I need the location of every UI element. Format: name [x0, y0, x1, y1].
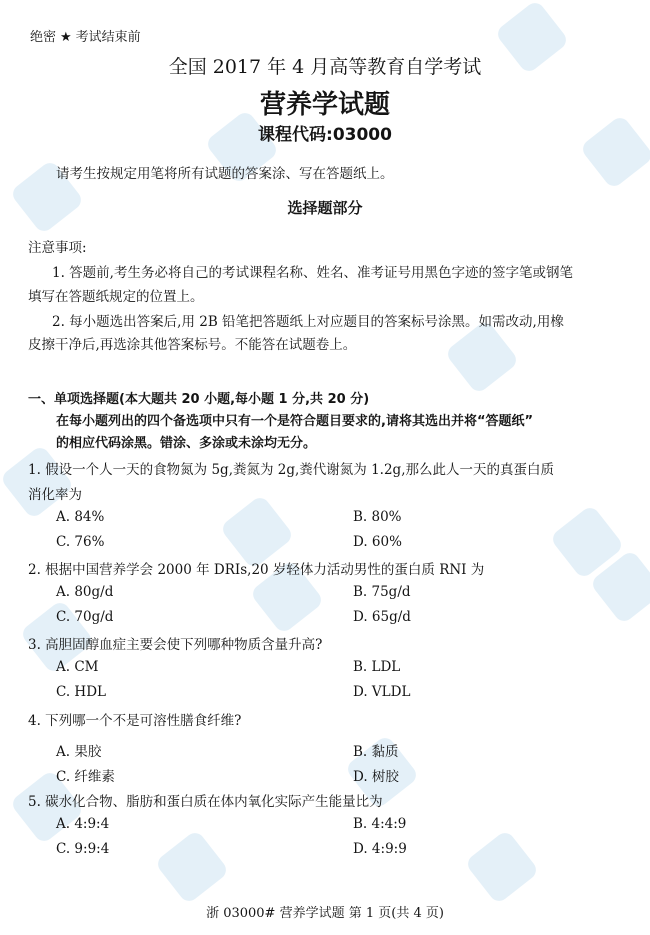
question-5-option-b: B. 4:4:9 — [353, 816, 407, 832]
watermark-logo-icon — [154, 829, 230, 905]
question-2-option-c: C. 70g/d — [56, 609, 114, 625]
note-item-2-line1: 2. 每小题选出答案后,用 2B 铅笔把答题纸上对应题目的答案标号涂黑。如需改动,用橡 — [52, 314, 564, 330]
note-item-2-line2: 皮擦干净后,再选涂其他答案标号。不能答在试题卷上。 — [28, 337, 357, 353]
question-5-option-c: C. 9:9:4 — [56, 841, 110, 857]
question-2-option-b: B. 75g/d — [353, 584, 411, 600]
note-item-1-line2: 填写在答题纸规定的位置上。 — [28, 289, 204, 305]
question-5-option-a: A. 4:9:4 — [56, 816, 110, 832]
exam-end-notice: 考试结束前 — [75, 30, 141, 45]
notes-heading: 注意事项: — [28, 240, 87, 256]
section-title: 选择题部分 — [287, 199, 363, 217]
intro-text: 请考生按规定用笔将所有试题的答案涂、写在答题纸上。 — [56, 166, 394, 182]
part1-heading: 一、单项选择题(本大题共 20 小题,每小题 1 分,共 20 分) — [28, 392, 370, 407]
question-2-option-a: A. 80g/d — [56, 584, 114, 600]
question-2-stem: 2. 根据中国营养学会 2000 年 DRIs,20 岁轻体力活动男性的蛋白质 RNI 为 — [28, 562, 485, 578]
question-1-option-a: A. 84% — [56, 509, 105, 525]
question-4-stem: 4. 下列哪一个不是可溶性膳食纤维? — [28, 713, 242, 729]
confidential-mark — [30, 26, 141, 45]
watermark-logo-icon — [444, 319, 520, 395]
question-4-option-c: C. 纤维素 — [56, 769, 115, 785]
question-3-option-b: B. LDL — [353, 659, 401, 675]
subject-title: 营养学试题 — [259, 90, 390, 120]
part1-instruction-line1: 在每小题列出的四个备选项中只有一个是符合题目要求的,请将其选出并将“答题纸” — [56, 414, 534, 429]
part1-instruction-line2: 的相应代码涂黑。错涂、多涂或未涂均无分。 — [56, 436, 317, 451]
question-2-option-d: D. 65g/d — [353, 609, 411, 625]
course-code: 课程代码:03000 — [258, 125, 392, 145]
question-1-option-b: B. 80% — [353, 509, 402, 525]
question-3-option-d: D. VLDL — [353, 684, 411, 700]
question-4-option-d: D. 树胶 — [353, 769, 399, 785]
question-4-option-b: B. 黏质 — [353, 744, 399, 760]
star-icon: ★ — [60, 30, 72, 45]
page-footer: 浙 03000# 营养学试题 第 1 页(共 4 页) — [206, 906, 444, 921]
question-1-stem-line2: 消化率为 — [28, 487, 82, 503]
question-3-option-a: A. CM — [56, 659, 99, 675]
question-1-option-c: C. 76% — [56, 534, 105, 550]
watermark-logo-icon — [464, 829, 540, 905]
confidential-label: 绝密 — [30, 30, 57, 45]
question-5-option-d: D. 4:9:9 — [353, 841, 407, 857]
question-1-stem-line1: 1. 假设一个人一天的食物氮为 5g,粪氮为 2g,粪代谢氮为 1.2g,那么此人一天的真蛋白质 — [28, 462, 554, 478]
note-item-1-line1: 1. 答题前,考生务必将自己的考试课程名称、姓名、准考证号用黑色字迹的签字笔或钢笔 — [52, 265, 573, 281]
exam-title: 全国 2017 年 4 月高等教育自学考试 — [168, 56, 482, 78]
question-1-option-d: D. 60% — [353, 534, 402, 550]
question-3-stem: 3. 高胆固醇血症主要会使下列哪种物质含量升高? — [28, 637, 323, 653]
question-4-option-a: A. 果胶 — [56, 744, 102, 760]
question-5-stem: 5. 碳水化合物、脂肪和蛋白质在体内氧化实际产生能量比为 — [28, 794, 383, 810]
question-3-option-c: C. HDL — [56, 684, 106, 700]
